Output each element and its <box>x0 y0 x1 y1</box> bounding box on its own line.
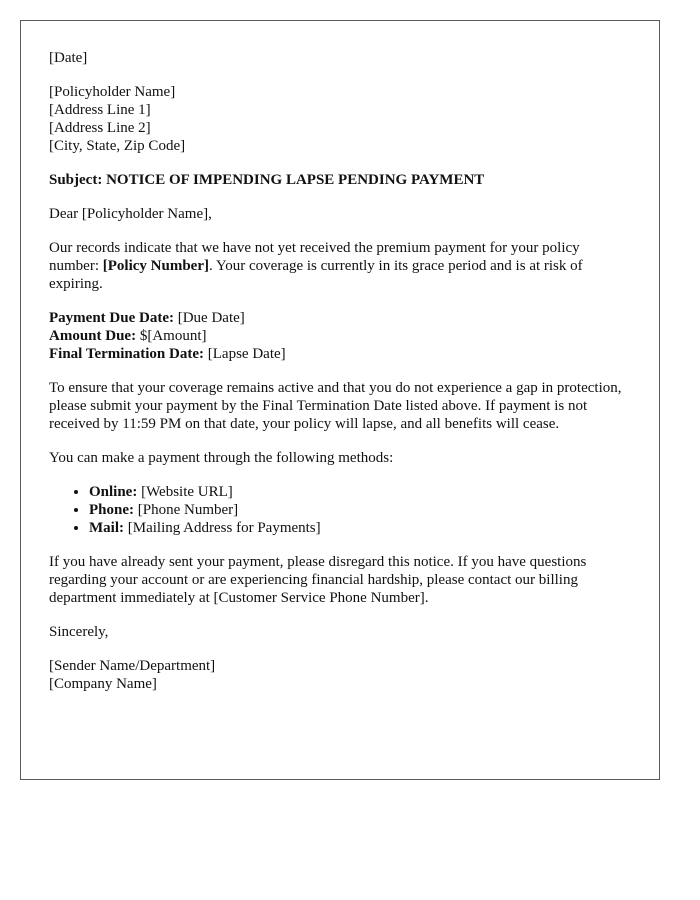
amount-due-label: Amount Due: <box>49 328 137 344</box>
payment-due-date-row <box>49 309 631 327</box>
payment-method-label: Mail: <box>89 520 124 536</box>
termination-date-value: [Lapse Date] <box>204 346 286 362</box>
payment-method-value: [Phone Number] <box>134 502 239 518</box>
payment-method-online <box>89 483 631 501</box>
sender-block <box>49 657 631 693</box>
recipient-name: [Policyholder Name] <box>49 84 176 100</box>
letter-date: [Date] <box>49 50 88 66</box>
subject-label: Subject: <box>49 172 103 188</box>
policy-number: [Policy Number] <box>102 258 209 274</box>
recipient-city-state-zip: [City, State, Zip Code] <box>49 138 186 154</box>
salutation: Dear [Policyholder Name], <box>49 206 212 222</box>
payment-due-date-label: Payment Due Date: <box>49 310 174 326</box>
payment-method-phone <box>89 501 631 519</box>
amount-due-row <box>49 327 631 345</box>
payment-methods-list <box>49 483 631 537</box>
payment-method-mail <box>89 519 631 537</box>
intro-paragraph <box>49 239 631 293</box>
intro-text-after: . Your coverage is currently in its grace period and is at risk of expiring. <box>49 258 583 292</box>
recipient-address-line-2: [Address Line 2] <box>49 120 151 136</box>
intro-text-before: Our records indicate that we have not yet received the premium payment for your policy number: <box>49 240 580 274</box>
payment-due-date-value: [Due Date] <box>173 310 245 326</box>
methods-intro: You can make a payment through the following methods: <box>49 450 394 466</box>
subject-text: NOTICE OF IMPENDING LAPSE PENDING PAYMENT <box>106 172 485 188</box>
sender-company: [Company Name] <box>49 676 157 692</box>
payment-method-label: Phone: <box>89 502 134 518</box>
termination-date-row <box>49 345 631 363</box>
closing-paragraph: If you have already sent your payment, please disregard this notice. If you have questions regarding your account or are experiencing financial hardship, please contact our billing department immediately at [Customer Service Phone Number]. <box>49 554 587 606</box>
letter-page <box>20 20 660 780</box>
payment-method-value: [Website URL] <box>137 484 233 500</box>
warning-paragraph: To ensure that your coverage remains active and that you do not experience a gap in protection, please submit your payment by the Final Termination Date listed above. If payment is not received by 11:59 PM on that date, your policy will lapse, and all benefits will cease. <box>49 380 622 432</box>
recipient-address-line-1: [Address Line 1] <box>49 102 151 118</box>
payment-method-label: Online: <box>89 484 138 500</box>
payment-details <box>49 309 631 363</box>
termination-date-label: Final Termination Date: <box>49 346 205 362</box>
sender-name: [Sender Name/Department] <box>49 658 216 674</box>
amount-due-value: $[Amount] <box>136 328 207 344</box>
recipient-address-block <box>49 83 631 155</box>
subject-line <box>49 171 631 189</box>
payment-method-value: [Mailing Address for Payments] <box>124 520 321 536</box>
signoff: Sincerely, <box>49 624 109 640</box>
